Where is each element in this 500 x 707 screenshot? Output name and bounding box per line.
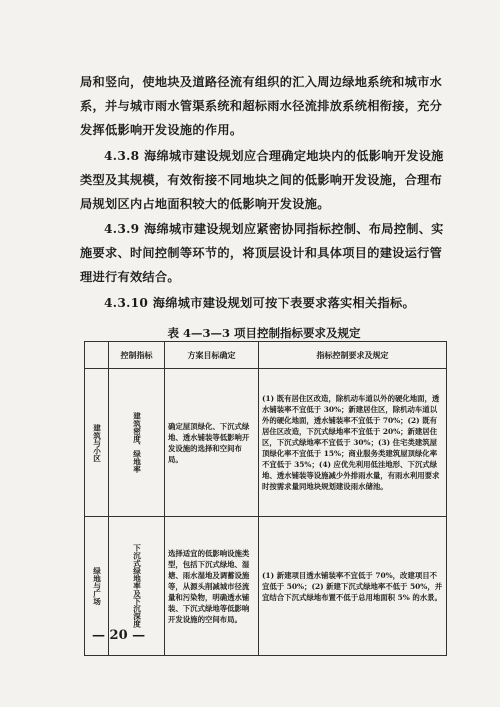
requirements-cell: (1) 既有居住区改造，除机动车道以外的硬化地面，透水铺装率不宜低于 30%；新建居住区，除机动车道以外的硬化地面，透水铺装率不宜低于 70%；(2) 既有居住区改造，下沉式绿地率不宜低于 20%；新建居住区，下沉式绿地率不宜低于 30%；(3) 住宅类建筑屋顶绿化率不宜低于 15%；商业服务类建筑屋顶绿化率不宜低于 35%；(4) 应优先利用低洼地形、下沉式绿地、透水铺装等设施减少外排雨水量，有雨水利用要求时按需求量同地块规划建设雨水储池。 xyxy=(259,369,447,517)
header-control-indicator: 控制指标 xyxy=(109,342,165,369)
table-header-row xyxy=(85,342,447,369)
paragraph-4-3-8: 4.3.8 海绵城市建设规划应合理确定地块内的低影响开发设施类型及其规模，有效衔接不同地块之间的低影响开发设施，合理布局规划区内占地面积较大的低影响开发设施。 xyxy=(80,149,444,211)
indicator-label: 建筑密度、绿地率 xyxy=(132,412,142,473)
target-cell: 确定屋顶绿化、下沉式绿地、透水铺装等低影响开发设施的选择和空间布局。 xyxy=(165,369,259,517)
header-target: 方案目标确定 xyxy=(165,342,259,369)
paragraph-4-3-9: 4.3.9 海绵城市建设规划应紧密协同指标控制、布局控制、实施要求、时间控制等环节的，将顶层设计和具体项目的建设运行管理进行有效结合。 xyxy=(80,222,444,284)
category-cell xyxy=(85,369,109,517)
control-indicator-table xyxy=(84,341,447,656)
indicator-cell xyxy=(109,369,165,517)
table-caption: 表 4—3—3 项目控制指标要求及规定 xyxy=(167,326,361,340)
target-cell: 选择适宜的低影响设施类型，包括下沉式绿地、湿塘、雨水湿地及调蓄设施等，从源头削减城市径流量和污染物，明确透水铺装、下沉式绿地等低影响开发设施的空间布局。 xyxy=(165,517,259,656)
paragraph-continuation: 局和竖向，使地块及道路径流有组织的汇入周边绿地系统和城市水系，并与城市雨水管渠系统和超标雨水径流排放系统相衔接，充分发挥低影响开发设施的作用。 xyxy=(80,75,443,137)
requirements-cell: (1) 新建项目透水铺装率不宜低于 70%，改建项目不宜低于 50%；(2) 新建下沉式绿地率不低于 50%，并宜结合下沉式绿地布置不低于总用地面积 5% 的水景。 xyxy=(259,517,447,656)
indicator-label: 下沉式绿地率及下沉深度 xyxy=(132,544,142,628)
category-label: 建筑与小区 xyxy=(92,423,102,462)
paragraph-4-3-10: 4.3.10 海绵城市建设规划可按下表要求落实相关指标。 xyxy=(104,296,415,310)
table-row xyxy=(85,369,447,517)
category-label: 绿地与广场 xyxy=(92,567,102,605)
header-requirements: 指标控制要求及规定 xyxy=(259,342,447,369)
page-number: — 20 — xyxy=(92,628,146,643)
header-blank xyxy=(85,342,109,369)
